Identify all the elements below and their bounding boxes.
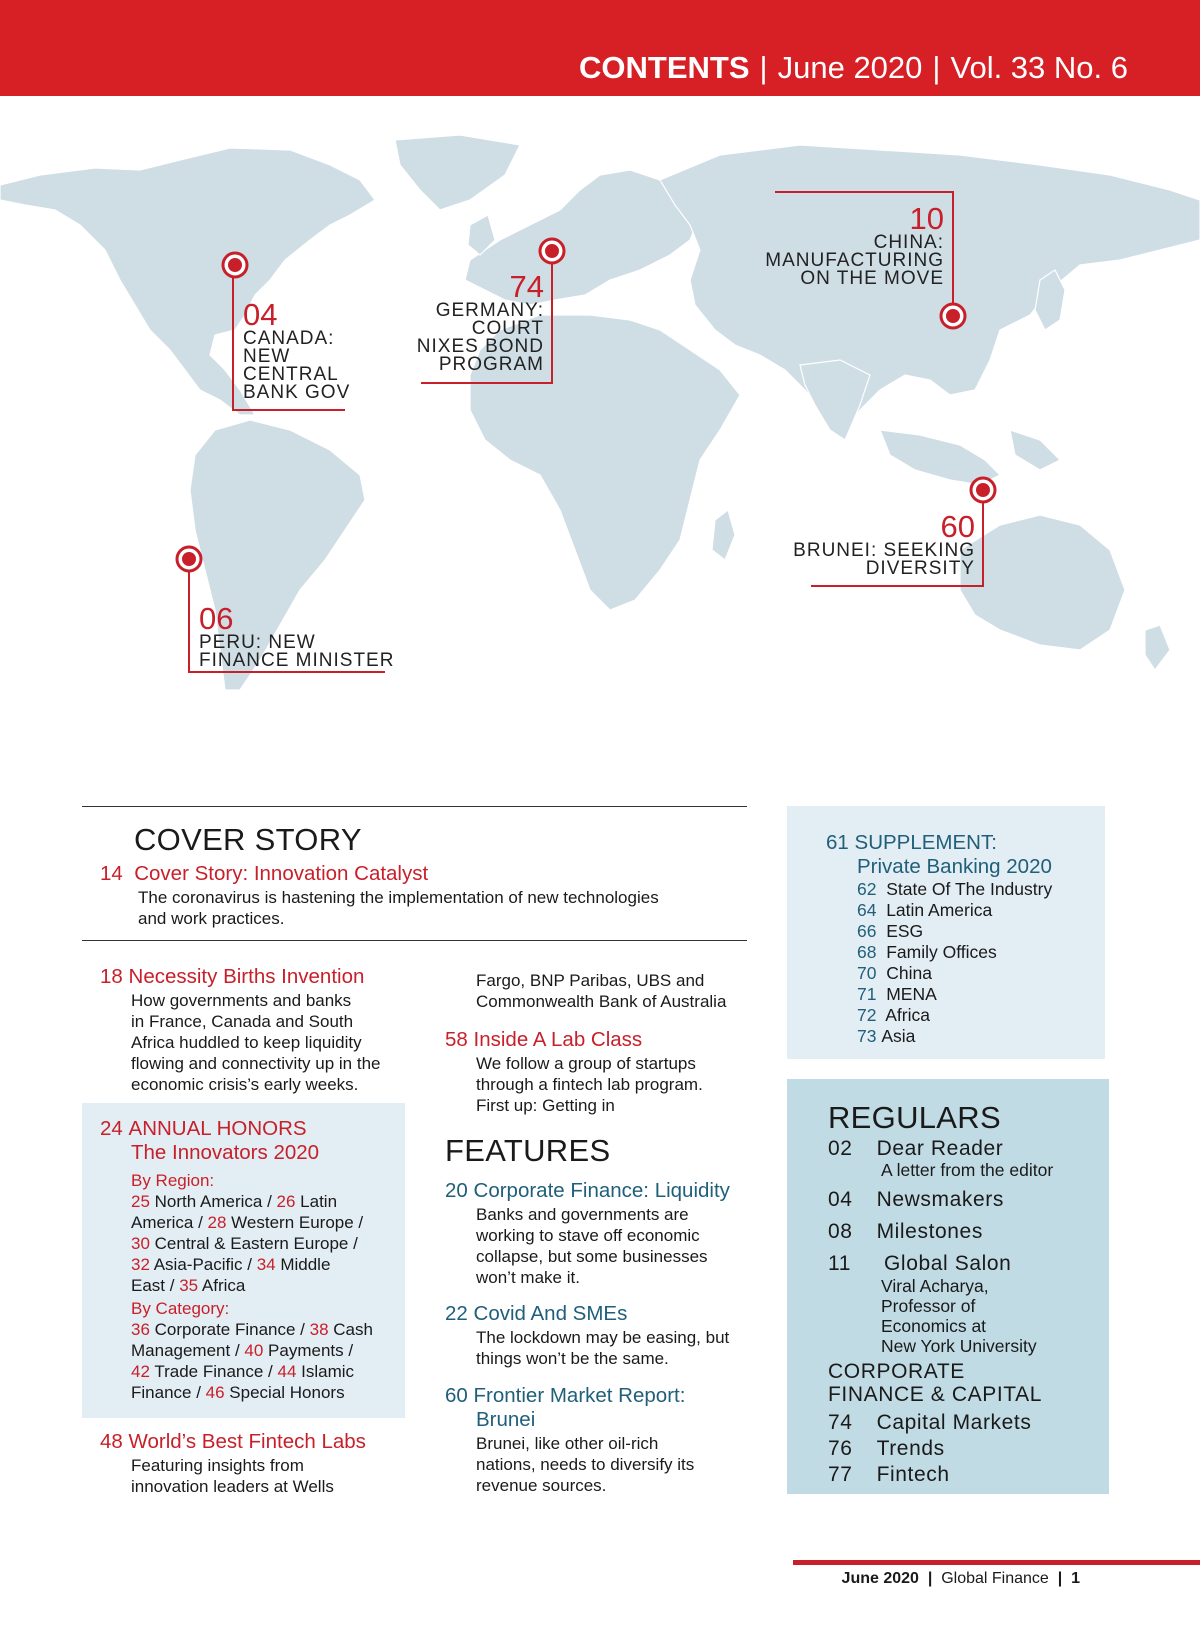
fintech-labs-item[interactable]: 48 World’s Best Fintech Labs <box>100 1430 366 1453</box>
lab-class-item[interactable]: 58 Inside A Lab Class <box>445 1028 643 1051</box>
regulars-row[interactable]: 76 Trends <box>828 1437 945 1460</box>
honors-line: 25 North America / 26 Latin <box>131 1192 338 1211</box>
honors-line: 42 Trade Finance / 44 Islamic <box>131 1362 355 1381</box>
lab-class-desc: We follow a group of startups through a fintech lab program. First up: Getting in <box>476 1054 703 1115</box>
regulars-row[interactable]: 02 Dear Reader <box>828 1137 1004 1160</box>
supplement-row: 68 Family Offices <box>857 942 997 962</box>
callout-china[interactable]: 10 CHINA: MANUFACTURING ON THE MOVE <box>765 201 944 289</box>
world-map <box>0 130 1200 780</box>
necessity-desc: How governments and banks in France, Canada and South Africa huddled to keep liquidity flowing and connectivity up in the economic crisis’s early weeks. <box>131 991 381 1094</box>
feature-desc-liquidity: Banks and governments are working to stave off economic collapse, but some businesses won’t make it. <box>476 1205 708 1287</box>
honors-line: East / 35 Africa <box>131 1276 246 1295</box>
honors-item[interactable]: 24 ANNUAL HONORS The Innovators 2020 <box>100 1117 320 1164</box>
cover-top-rule <box>82 806 747 807</box>
supplement-row: 73 Asia <box>857 1026 916 1046</box>
callout-canada[interactable]: 04 CANADA: NEW CENTRAL BANK GOV <box>243 297 351 403</box>
supplement-row: 66 ESG <box>857 921 924 941</box>
page-ref: 32 <box>131 1255 150 1274</box>
honors-line: 30 Central & Eastern Europe / <box>131 1234 358 1253</box>
issue-volume: Vol. 33 No. 6 <box>950 50 1128 85</box>
footer-rule <box>793 1560 1200 1565</box>
page-ref: 38 <box>309 1320 329 1339</box>
china-marker <box>941 304 965 328</box>
feature-item-smes[interactable]: 22 Covid And SMEs <box>445 1302 628 1325</box>
honors-line: 36 Corporate Finance / 38 Cash <box>131 1320 373 1339</box>
honors-list: By Region: 25 North America / 26 Latin America / 28 Western Europe / 30 Central & Eastern Europe / 32 Asia-Pacific / 34 Middle East / 35 Africa By Category: 36 Corporate Finance / 38 Cash Management / 40 Payments / 42 Trade Finance / 44 Islamic Finance / 46 Special Honors <box>131 1171 373 1402</box>
cover-story-item[interactable]: 14 Cover Story: Innovation Catalyst <box>100 862 429 885</box>
page-footer: June 2020 | Global Finance | 1 <box>841 1570 1080 1587</box>
feature-desc-smes: The lockdown may be easing, but things won’t be the same. <box>476 1328 730 1368</box>
contents-label: CONTENTS <box>579 50 750 85</box>
supplement-list <box>857 879 1052 1047</box>
page-ref: 44 <box>277 1362 297 1381</box>
regulars-row[interactable]: 77 Fintech <box>828 1463 950 1486</box>
supplement-row: 62 State Of The Industry <box>857 879 1053 899</box>
regulars-row[interactable]: 08 Milestones <box>828 1220 983 1243</box>
feature-desc-brunei: Brunei, like other oil-rich nations, needs to diversify its revenue sources. <box>476 1434 695 1495</box>
page-ref: 25 <box>131 1192 150 1211</box>
necessity-item[interactable]: 18 Necessity Births Invention <box>100 965 365 988</box>
honors-category-lines <box>131 1319 373 1403</box>
page-ref: 46 <box>205 1383 225 1402</box>
page-number: 1 <box>1071 1570 1080 1587</box>
regulars-subsection: CORPORATE FINANCE & CAPITAL <box>828 1360 1043 1406</box>
fintech-labs-continued: Fargo, BNP Paribas, UBS and Commonwealth Bank of Australia <box>476 971 727 1011</box>
honors-line: Management / 40 Payments / <box>131 1341 354 1360</box>
callout-peru[interactable]: 06 PERU: NEW FINANCE MINISTER <box>199 601 395 671</box>
page-ref: 36 <box>131 1320 150 1339</box>
regulars-row[interactable]: 11 Global Salon <box>828 1252 1012 1275</box>
supplement-row: 72 Africa <box>857 1005 930 1025</box>
fintech-labs-desc: Featuring insights from innovation leaders at Wells <box>131 1456 334 1496</box>
germany-marker <box>540 239 564 263</box>
page-ref: 28 <box>207 1213 227 1232</box>
regulars-heading: REGULARS <box>828 1100 1001 1135</box>
peru-marker <box>177 547 201 571</box>
supplement-row: 71 MENA <box>857 984 937 1004</box>
issue-date: June 2020 <box>777 50 923 85</box>
feature-item-liquidity[interactable]: 20 Corporate Finance: Liquidity <box>445 1179 730 1202</box>
honors-line: America / 28 Western Europe / <box>131 1213 364 1232</box>
brunei-marker <box>971 478 995 502</box>
honors-line: 32 Asia-Pacific / 34 Middle <box>131 1255 331 1274</box>
page-ref: 35 <box>179 1276 199 1295</box>
page-ref: 26 <box>276 1192 296 1211</box>
honors-region-lines <box>131 1191 373 1296</box>
cover-bottom-rule <box>82 940 747 941</box>
features-heading: FEATURES <box>445 1133 611 1168</box>
supplement-row: 64 Latin America <box>857 900 993 920</box>
regulars-list: 02 Dear Reader A letter from the editor 04 Newsmakers 08 Milestones 11 Global Salon Viral Acharya, Professor of Economics at New York University CORPORATE FINANCE & CAPITAL 74 Capital Markets 76 Trends 77 Fintech <box>828 1137 1054 1486</box>
supplement-item[interactable]: 61 SUPPLEMENT: Private Banking 2020 <box>826 831 1052 878</box>
feature-item-brunei[interactable]: 60 Frontier Market Report: Brunei <box>445 1384 686 1431</box>
page-ref: 42 <box>131 1362 150 1381</box>
callout-brunei[interactable]: 60 BRUNEI: SEEKING DIVERSITY <box>793 509 975 579</box>
page-ref: 40 <box>244 1341 264 1360</box>
regulars-row[interactable]: 04 Newsmakers <box>828 1188 1004 1211</box>
cover-story-heading: COVER STORY <box>134 822 362 857</box>
page-ref: 34 <box>256 1255 276 1274</box>
cover-story-desc: The coronavirus is hastening the implementation of new technologies and work practices. <box>138 888 659 928</box>
canada-marker <box>223 253 247 277</box>
callout-germany[interactable]: 74 GERMANY: COURT NIXES BOND PROGRAM <box>416 269 544 375</box>
header-title: CONTENTS | June 2020 | Vol. 33 No. 6 <box>579 50 1128 85</box>
regulars-row[interactable]: 74 Capital Markets <box>828 1411 1032 1434</box>
supplement-row: 70 China <box>857 963 932 983</box>
honors-line: Finance / 46 Special Honors <box>131 1383 345 1402</box>
page-ref: 30 <box>131 1234 150 1253</box>
